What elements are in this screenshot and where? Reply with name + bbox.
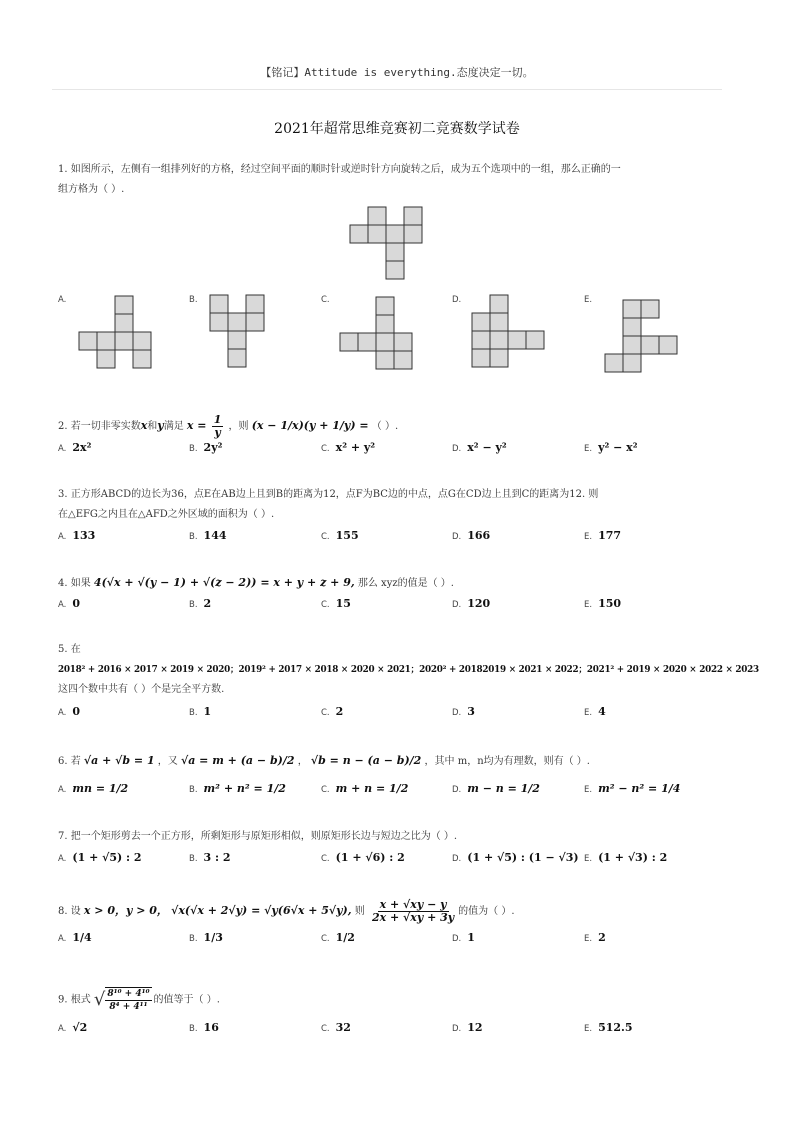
q3-option-a[interactable]: A. 133 xyxy=(58,529,96,542)
q3-text-line2: 在△EFG之内且在△AFD之外区域的面积为（ ）. xyxy=(58,509,275,520)
q6-text: 6. 若 √a + √b = 1 ，又 √a = m + (a − b)/2 ， √b = n − (a − b)/2 ，其中 m，n均为有理数，则有（ ）. xyxy=(58,754,590,767)
q9-option-b[interactable]: B. 16 xyxy=(189,1021,219,1034)
q2-option-a[interactable]: A. 2x² xyxy=(58,441,92,454)
q2-option-c[interactable]: C. x² + y² xyxy=(321,441,376,454)
q5-option-c[interactable]: C. 2 xyxy=(321,705,344,718)
q8-condition: x > 0，y > 0， xyxy=(83,904,168,917)
q6-condition-2: √a = m + (a − b)/2 xyxy=(180,754,295,767)
q2-expression: (x − 1/x)(y + 1/y) = xyxy=(251,419,369,432)
q8-then: 则 xyxy=(354,906,365,917)
q6-option-a[interactable]: A. mn = 1/2 xyxy=(58,782,129,795)
q4-option-e[interactable]: E. 150 xyxy=(584,597,622,610)
q1-reference-figure xyxy=(340,200,460,290)
radical-sign: √ xyxy=(93,989,106,1010)
q2-option-e[interactable]: E. y² − x² xyxy=(584,441,638,454)
page-title: 2021年超常思维竞赛初二竞赛数学试卷 xyxy=(274,121,520,137)
q1-option-d-figure[interactable] xyxy=(468,293,552,373)
q2-option-b[interactable]: B. 2y² xyxy=(189,441,223,454)
q7-text: 7. 把一个矩形剪去一个正方形，所剩矩形与原矩形相似，则原矩形长边与短边之比为（ ）. xyxy=(58,831,458,842)
q3-option-d[interactable]: D. 166 xyxy=(452,529,491,542)
q4-option-a[interactable]: A. 0 xyxy=(58,597,81,610)
q6-option-e[interactable]: E. m² − n² = 1/4 xyxy=(584,782,681,795)
q1-option-c-label: C. xyxy=(321,295,330,305)
q9-option-d[interactable]: D. 12 xyxy=(452,1021,483,1034)
q1-option-c-figure[interactable] xyxy=(336,295,420,375)
q8-pre: 8. 设 xyxy=(58,906,81,917)
q5-expression-list: 2018² + 2016 × 2017 × 2019 × 2020；2019² + 2017 × 2018 × 2020 × 2021；2020² + 20182019 × 2021 × 2022；2021² + 2019 × 2020 × 2022 × 2023 xyxy=(58,665,759,675)
q3-text-line1: 3. 正方形ABCD的边长为36，点E在AB边上且到B的距离为12，点F为BC边的中点，点G在CD边上且到C的距离为12. 则 xyxy=(58,489,599,500)
q4-option-b[interactable]: B. 2 xyxy=(189,597,212,610)
q5-option-e[interactable]: E. 4 xyxy=(584,705,606,718)
q2-fraction: $\frac{1}{y}$ xyxy=(213,413,222,439)
q6-pre: 6. 若 xyxy=(58,756,81,767)
q9-option-e[interactable]: E. 512.5 xyxy=(584,1021,633,1034)
q5-option-a[interactable]: A. 0 xyxy=(58,705,81,718)
q1-option-a-label: A. xyxy=(58,295,67,305)
q8-fraction: $\frac{x + √xy - y}{2x + √xy + 3y}$ xyxy=(371,898,455,924)
q5-text-line1: 5. 在 xyxy=(58,644,81,655)
q2-text xyxy=(58,414,398,439)
q7-option-a[interactable]: A. (1 + √5) : 2 xyxy=(58,851,142,864)
q4-option-d[interactable]: D. 120 xyxy=(452,597,491,610)
q5-option-b[interactable]: B. 1 xyxy=(189,705,212,718)
q2-equation: x = xyxy=(186,419,207,432)
q1-option-a-figure[interactable] xyxy=(76,295,158,375)
q1-text-line1: 1. 如图所示，左侧有一组排列好的方格，经过空间平面的顺时针或逆时针方向旋转之后，成为五个选项中的一组，那么正确的一 xyxy=(58,164,621,175)
q7-option-d[interactable]: D. (1 + √5) : (1 − √3) xyxy=(452,851,579,864)
q4-post: 那么 xyz的值是（ ）. xyxy=(357,578,454,589)
q7-option-e[interactable]: E. (1 + √3) : 2 xyxy=(584,851,668,864)
q8-post: 的值为（ ）. xyxy=(458,906,515,917)
q4-pre: 4. 如果 xyxy=(58,578,91,589)
q8-option-e[interactable]: E. 2 xyxy=(584,931,606,944)
q3-option-b[interactable]: B. 144 xyxy=(189,529,227,542)
q1-option-d-label: D. xyxy=(452,295,462,305)
q2-then: ，则 xyxy=(228,421,249,432)
q9-option-c[interactable]: C. 32 xyxy=(321,1021,351,1034)
q6-post: ，其中 m，n均为有理数，则有（ ）. xyxy=(424,756,590,767)
q2-pre: 2. 若一切非零实数 xyxy=(58,421,141,432)
q6-condition-1: √a + √b = 1 xyxy=(83,754,155,767)
q1-option-e-figure[interactable] xyxy=(602,296,686,378)
q4-option-c[interactable]: C. 15 xyxy=(321,597,351,610)
q2-post: （ ）. xyxy=(371,421,399,432)
q2-option-d[interactable]: D. x² − y² xyxy=(452,441,507,454)
q2-cond: 满足 xyxy=(163,421,184,432)
q2-var-y: y xyxy=(157,419,164,432)
q8-equation: √x(√x + 2√y) = √y(6√x + 5√y), xyxy=(171,904,352,917)
q1-option-b-label: B. xyxy=(189,295,198,305)
q6-condition-3: √b = n − (a − b)/2 xyxy=(310,754,422,767)
q9-radicand: $\frac{\text{8¹⁰ + 4¹⁰}}{\text{8⁴ + 4¹¹}}$ xyxy=(107,989,150,1012)
q4-text xyxy=(58,576,454,591)
q9-pre: 9. 根式 xyxy=(58,994,91,1006)
q8-option-b[interactable]: B. 1/3 xyxy=(189,931,223,944)
q8-option-d[interactable]: D. 1 xyxy=(452,931,475,944)
q5-text-line3: 这四个数中共有（ ）个是完全平方数. xyxy=(58,684,225,695)
q6-also: ，又 xyxy=(157,756,178,767)
q6-option-b[interactable]: B. m² + n² = 1/2 xyxy=(189,782,286,795)
q7-option-c[interactable]: C. (1 + √6) : 2 xyxy=(321,851,405,864)
q9-text xyxy=(58,987,220,1013)
q1-text-line2: 组方格为（ ）. xyxy=(58,184,125,195)
q9-option-a[interactable]: A. √2 xyxy=(58,1021,88,1034)
q4-expression: 4(√x + √(y − 1) + √(z − 2)) = x + y + z + 9, xyxy=(93,576,355,589)
q1-option-e-label: E. xyxy=(584,295,593,305)
q5-option-d[interactable]: D. 3 xyxy=(452,705,475,718)
q2-and: 和 xyxy=(147,421,158,432)
q9-post: 的值等于（ ）. xyxy=(153,994,220,1006)
motto-header: 【铭记】Attitude is everything.态度决定一切。 xyxy=(260,66,534,79)
q3-option-c[interactable]: C. 155 xyxy=(321,529,359,542)
q7-option-b[interactable]: B. 3 : 2 xyxy=(189,851,231,864)
q2-var-x: x xyxy=(140,419,148,432)
q1-option-b-figure[interactable] xyxy=(207,293,271,373)
q8-option-c[interactable]: C. 1/2 xyxy=(321,931,355,944)
q6-option-d[interactable]: D. m − n = 1/2 xyxy=(452,782,540,795)
q3-option-e[interactable]: E. 177 xyxy=(584,529,622,542)
q8-option-a[interactable]: A. 1/4 xyxy=(58,931,92,944)
header-divider xyxy=(52,89,722,90)
q8-text xyxy=(58,899,515,924)
q6-option-c[interactable]: C. m + n = 1/2 xyxy=(321,782,409,795)
